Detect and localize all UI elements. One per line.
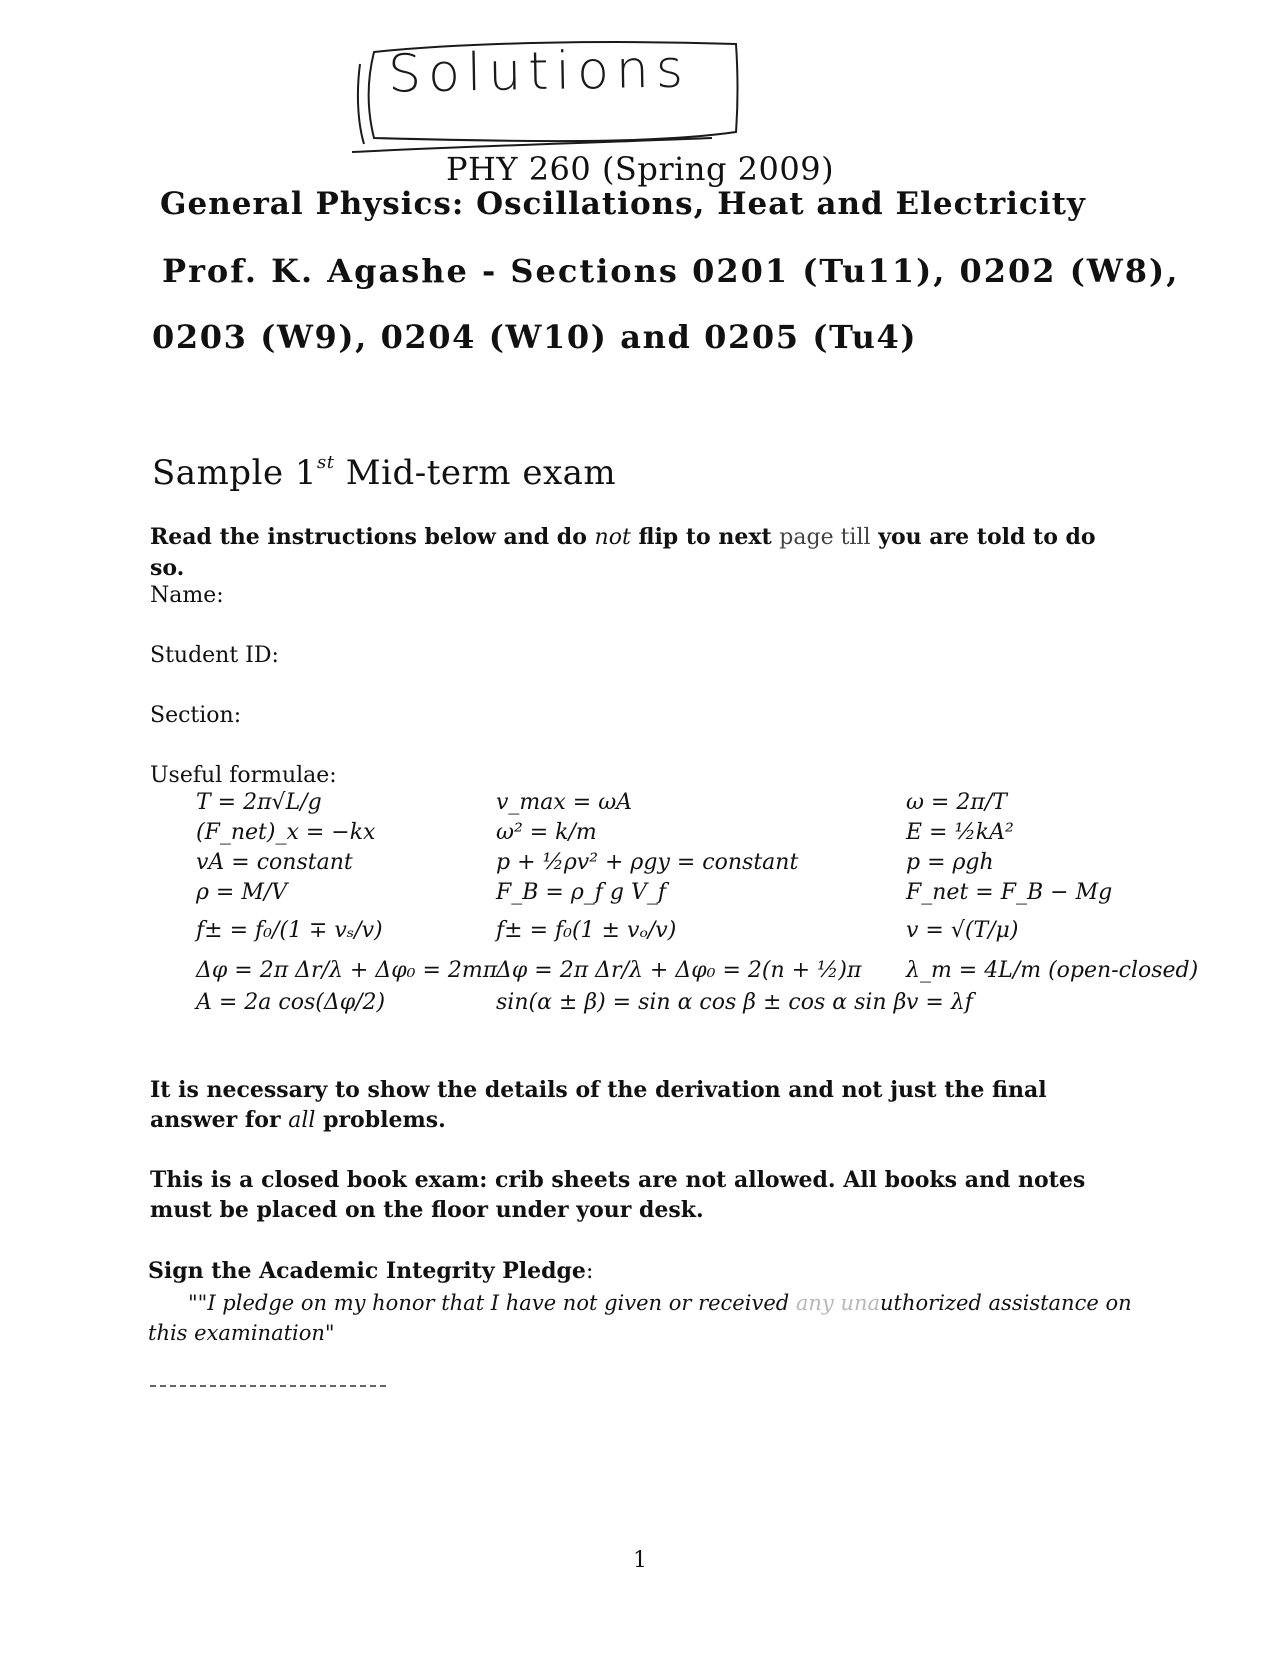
pledge-text-b: uthorized assistance on this examination" — [148, 1291, 1132, 1345]
formulae-heading: Useful formulae: — [150, 763, 337, 788]
formula: Δφ = 2π Δr/λ + Δφ₀ = 2mπ — [196, 958, 498, 983]
professor-sections-line-2: 0203 (W9), 0204 (W10) and 0205 (Tu4) — [152, 318, 918, 356]
formula: sin(α ± β) = sin α cos β ± cos α sin β — [496, 990, 907, 1015]
course-title: PHY 260 (Spring 2009) — [445, 150, 835, 188]
formula: f± = f₀(1 ± vₒ/v) — [496, 918, 677, 943]
formula: F_B = ρ_f g V_f — [496, 880, 667, 905]
formula: p = ρgh — [906, 850, 994, 875]
formula: (F_net)_x = −kx — [196, 820, 376, 845]
exam-title-prefix: Sample 1 — [152, 453, 318, 493]
formula: f± = f₀/(1 ∓ vₛ/v) — [196, 918, 383, 943]
pledge-text-a: ""I pledge on my honor that I have not given or received — [188, 1291, 796, 1315]
derivation-all: all — [288, 1108, 316, 1133]
pledge-text — [148, 1288, 1138, 1348]
solutions-stamp — [352, 34, 748, 160]
name-label: Name: — [150, 583, 224, 608]
formula: p + ½ρv² + ρgy = constant — [496, 850, 799, 875]
instructions-part-c: you are told to do so. — [150, 524, 1096, 581]
formula: ω² = k/m — [496, 820, 597, 845]
instructions-light: page till — [779, 525, 871, 550]
formula: λ_m = 4L/m (open-closed) — [906, 958, 1199, 983]
formula: ρ = M/V — [196, 880, 288, 905]
formula: E = ½kA² — [906, 820, 1014, 845]
instructions-not: not — [594, 525, 631, 550]
formula: A = 2a cos(Δφ/2) — [196, 990, 386, 1015]
exam-title-suffix: Mid-term exam — [334, 453, 617, 493]
stamp-text: Solutions — [387, 39, 691, 105]
closed-book-note: This is a closed book exam: crib sheets are not allowed. All books and notes must be placed on the floor under your desk. — [150, 1167, 1086, 1223]
formula: Δφ = 2π Δr/λ + Δφ₀ = 2(n + ½)π — [496, 958, 862, 983]
derivation-part-b: problems. — [315, 1107, 446, 1133]
formula: F_net = F_B − Mg — [906, 880, 1113, 905]
instructions-part-b: flip to next — [630, 524, 780, 550]
pledge-text-faint: any una — [795, 1291, 881, 1315]
page-number: 1 — [633, 1548, 647, 1573]
formula: vA = constant — [196, 850, 353, 875]
signature-line[interactable] — [150, 1385, 386, 1387]
pledge-heading-colon: : — [585, 1259, 594, 1284]
pledge-heading-text: Sign the Academic Integrity Pledge — [148, 1258, 586, 1284]
derivation-part-a: It is necessary to show the details of the derivation and not just the final answer for — [150, 1077, 1047, 1133]
exam-title — [152, 452, 616, 493]
formula: v = λf — [906, 990, 973, 1015]
student-id-label: Student ID: — [150, 643, 279, 668]
formula: v = √(T/μ) — [906, 918, 1019, 943]
instructions-part-a: Read the instructions below and do — [150, 524, 595, 550]
section-label: Section: — [150, 703, 242, 728]
formula: v_max = ωA — [496, 790, 633, 815]
instructions-paragraph — [150, 522, 1135, 583]
professor-sections-line-1: Prof. K. Agashe - Sections 0201 (Tu11), 0202 (W8), — [162, 252, 1180, 290]
course-name: General Physics: Oscillations, Heat and Electricity — [160, 186, 1086, 222]
derivation-note — [150, 1075, 1135, 1136]
formula: T = 2π√L/g — [196, 790, 322, 815]
formula: ω = 2π/T — [906, 790, 1007, 815]
exam-title-sup: st — [317, 452, 335, 473]
pledge-heading — [148, 1258, 593, 1284]
